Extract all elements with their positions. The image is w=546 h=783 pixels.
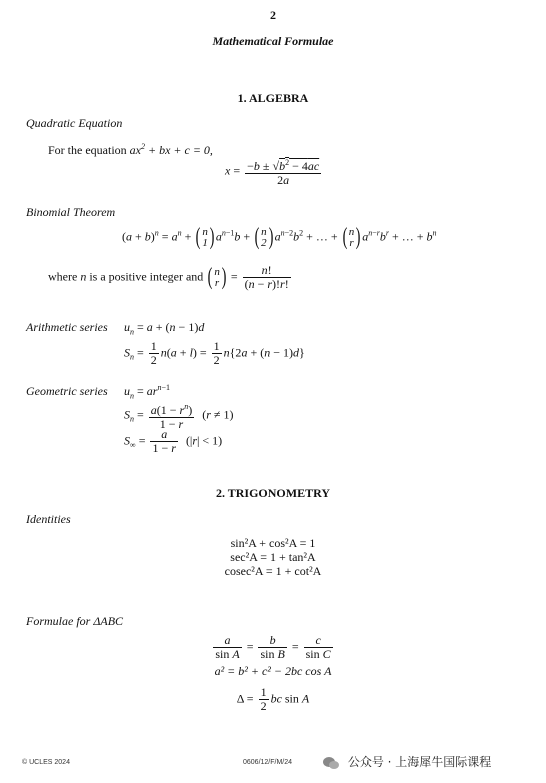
geometric-sum: $S_n$ = $\frac{a(1 - r^n)}{1 - r}$ (r ≠ 1) bbox=[124, 402, 234, 431]
watermark bbox=[322, 753, 491, 770]
arithmetic-nth-term: $u_n = a + (n - 1)d$ bbox=[124, 320, 205, 337]
page-title: Mathematical Formulae bbox=[212, 34, 334, 48]
binomial-coefficient-definition: where n is a positive integer and ( n r) = $\frac{n!}{(n - r)!r!}$ bbox=[48, 263, 289, 291]
arithmetic-label: Arithmetic series bbox=[26, 320, 108, 334]
geometric-label: Geometric series bbox=[26, 384, 108, 398]
section-heading-algebra: 1. ALGEBRA bbox=[237, 91, 309, 105]
binomial-theorem-formula: $(a + b)^n = a^n$ + ( n 1) $a^{n-1}b$ + ( n 2) $a^{n-2}b^2$ + … + ( n r) $a^{n-r}b^r$ + … + $b^n$ bbox=[122, 224, 437, 250]
triangle-area-formula: Δ = $\frac{1}{2}$ bc sin A bbox=[236, 685, 310, 713]
watermark-text: 公众号 · 上海犀牛国际课程 bbox=[347, 755, 492, 769]
wechat-icon bbox=[322, 756, 340, 770]
binomial-where-mid: is a positive integer and bbox=[89, 269, 204, 284]
geometric-sum-infinity: $S_\infty$ = $\frac{a}{1 - r}$ (|r| < 1) bbox=[124, 427, 223, 455]
identity-cosec-cot: cosec²A = 1 + cot²A bbox=[224, 564, 322, 578]
binomial-where-prefix: where bbox=[48, 269, 78, 284]
identity-sin-cos: sin²A + cos²A = 1 bbox=[230, 536, 316, 550]
quadratic-intro-text: For the equation bbox=[48, 143, 127, 157]
footer-copyright: © UCLES 2024 bbox=[22, 759, 70, 766]
identities-label: Identities bbox=[26, 512, 71, 526]
quadratic-intro bbox=[48, 142, 213, 158]
page-number: 2 bbox=[270, 8, 276, 22]
quadratic-formula: x = $\frac{-b \pm √b^2 - 4ac}{2a}$ bbox=[225, 158, 320, 187]
quadratic-label: Quadratic Equation bbox=[26, 116, 123, 130]
section-heading-trigonometry: 2. TRIGONOMETRY bbox=[215, 486, 331, 500]
triangle-formulae-label: Formulae for ΔABC bbox=[26, 614, 124, 628]
arithmetic-sum: $S_n$ = $\frac{1}{2}$ n(a + l) = $\frac{1}{2}$ n{2a + (n − 1)d} bbox=[124, 339, 305, 367]
geometric-nth-term: $u_n = ar^{n-1}$ bbox=[124, 383, 170, 401]
cosine-rule: a² = b² + c² − 2bc cos A bbox=[214, 664, 332, 678]
footer-code: 0606/12/F/M/24 bbox=[243, 759, 293, 766]
binomial-label: Binomial Theorem bbox=[26, 205, 116, 219]
sine-rule: $\frac{a}{\text{sin A}}$ = $\frac{b}{\text{sin B}}$ = $\frac{c}{\text{sin C}}$ bbox=[215, 633, 331, 661]
identity-sec-tan: sec²A = 1 + tan²A bbox=[230, 550, 316, 564]
quadratic-equation: $ax^2$ + bx + c = 0, bbox=[129, 142, 213, 157]
